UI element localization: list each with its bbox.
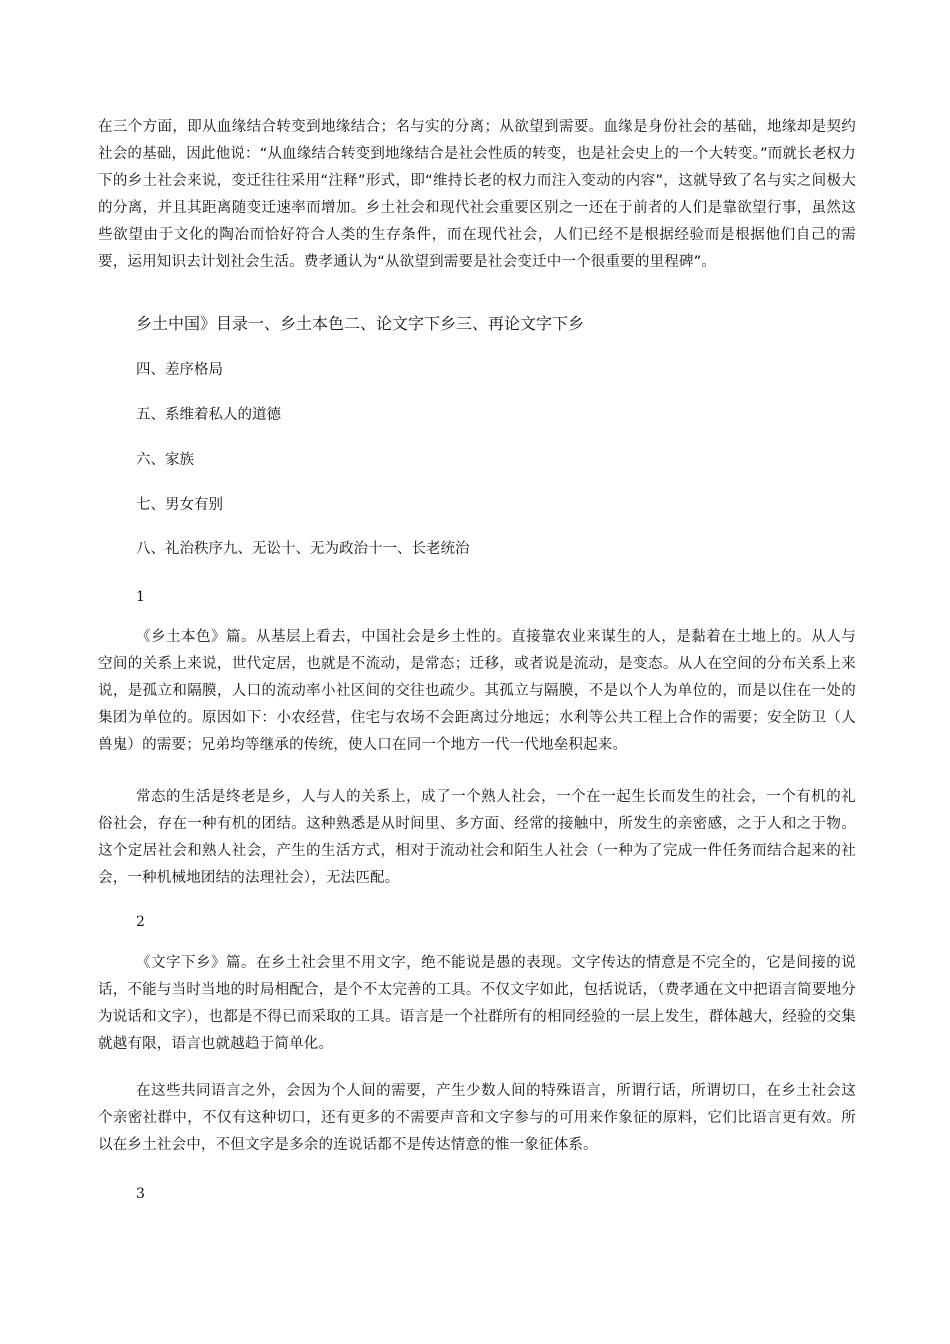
toc-line-1: 乡土中国》目录一、乡土本色二、论文字下乡三、再论文字下乡 (136, 314, 585, 333)
paragraph-wenzi-xiaxiang: 《文字下乡》篇。在乡土社会里不用文字，绝不能说是愚的表现。文字传达的情意是不完全的，它是间接的说话，不能与当时当地的时局相配合，是个不太完善的工具。不仅文字如此，包括说话，（费孝通在文中把语言简要地分为说话和文字），也都是不得已而采取的工具。语言是一个社群所有的相同经验的一层上发生，群体越大，经验的交集就越有限，语言也就越趋于简单化。 (98, 955, 856, 1052)
section-number-1: 1 (136, 589, 145, 605)
section-number-3: 3 (136, 1186, 145, 1202)
paragraph-social-change: 在三个方面，即从血缘结合转变到地缘结合；名与实的分离；从欲望到需要。血缘是身份社会的基础，地缘却是契约社会的基础，因此他说：“从血缘结合转变到地缘结合是社会性质的转变，也是社会史上的一个大转变。”而就长老权力下的乡土社会来说，变迁往往采用“注释”形式，即“维持长老的权力而注入变动的内容”，这就导致了名与实之间极大的分离，并且其距离随变迁速率而增加。乡土社会和现代社会重要区别之一还在于前者的人们是靠欲望行事，虽然这些欲望由于文化的陶冶而恰好符合人类的生存条件，而在现代社会，人们已经不是根据经验而是根据他们自己的需要，运用知识去计划社会生活。费孝通认为“从欲望到需要是社会变迁中一个很重要的里程碑”。 (98, 119, 856, 270)
paragraph-common-language: 在这些共同语言之外，会因为个人间的需要，产生少数人间的特殊语言，所谓行话，所谓切口，在乡土社会这个亲密社群中，不仅有这种切口，还有更多的不需要声音和文字参与的可用来作象征的原料，它们比语言更有效。所以在乡土社会中，不但文字是多余的连说话都不是传达情意的惟一象征体系。 (98, 1083, 856, 1153)
paragraph-xiangtu-bense: 《乡土本色》篇。从基层上看去，中国社会是乡土性的。直接靠农业来谋生的人，是黏着在土地上的。从人与空间的关系上来说，世代定居，也就是不流动，是常态；迁移，或者说是流动，是变态。从人在空间的分布关系上来说，是孤立和隔膜，人口的流动率小社区间的交往也疏少。其孤立与隔膜，不是以个人为单位的，而是以住在一处的集团为单位的。原因如下：小农经营，住宅与农场不会距离过分地远；水利等公共工程上合作的需要；安全防卫（人兽鬼）的需要；兄弟均等继承的传统，使人口在同一个地方一代一代地垒积起来。 (98, 629, 856, 753)
toc-line-3: 五、系维着私人的道德 (136, 407, 281, 423)
toc-line-5: 七、男女有别 (136, 497, 223, 513)
paragraph-normal-life: 常态的生活是终老是乡，人与人的关系上，成了一个熟人社会，一个在一起生长而发生的社会，一个有机的礼俗社会，存在一种有机的团结。这种熟悉是从时间里、多方面、经常的接触中，所发生的亲密感，之于人和之于物。这个定居社会和熟人社会，产生的生活方式，相对于流动社会和陌生人社会（一种为了完成一件任务而结合起来的社会，一种机械地团结的法理社会），无法匹配。 (98, 789, 856, 886)
toc-line-6: 八、礼治秩序九、无讼十、无为政治十一、长老统治 (136, 541, 470, 557)
section-number-2: 2 (136, 914, 145, 930)
toc-line-2: 四、差序格局 (136, 362, 223, 378)
toc-line-4: 六、家族 (136, 452, 194, 468)
